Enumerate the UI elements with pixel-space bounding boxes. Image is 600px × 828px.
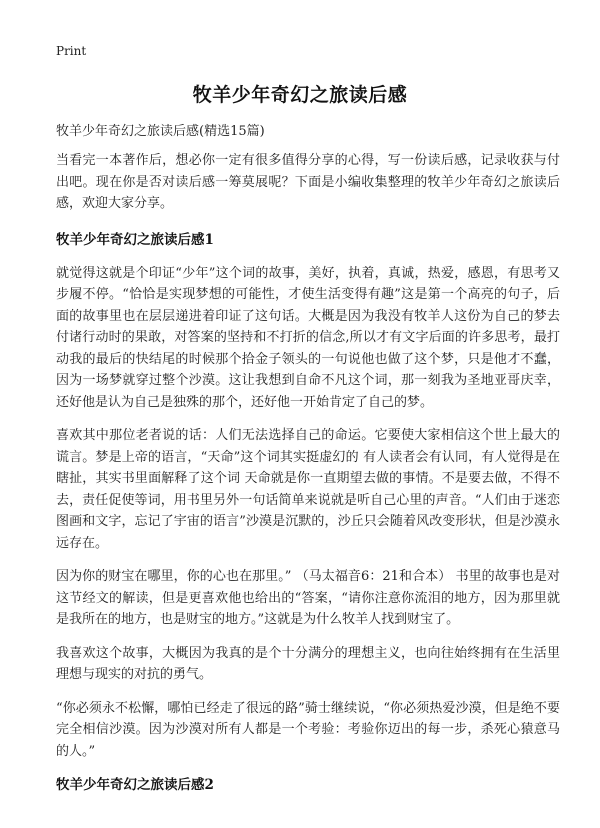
body-paragraph-3: 因为你的财宝在哪里，你的心也在那里。” （马太福音6：21和合本） 书里的故事也是对这节经文的解读，但是更喜欢他也给出的“答案，“请你注意你流泪的地方，因为那里就是我所在的地方，也是财宝的地方。”这就是为什么牧羊人找到财宝了。 bbox=[56, 569, 560, 627]
body-paragraph-1: 就觉得这就是个印证“少年”这个词的故事，美好，执着，真诚，热爱，感恩，有思考又步履不停。“恰恰是实现梦想的可能性，才使生活变得有趣”这是第一个高亮的句子，后面的故事里也在层层递进着印证了这句话。大概是因为我没有牧羊人这份为自己的梦去付诸行动时的果敢，对答案的坚持和不打折的信念,所以才有文字后面的许多思考，最打动我的最后的快结尾的时候那个拾金子领头的一句说他也做了这个梦，只是他才不蠢，因为一场梦就穿过整个沙漠。这让我想到自命不凡这个词，那一刻我为圣地亚哥庆幸，还好他是认为自己是独殊的那个，还好他一开始肯定了自己的梦。 bbox=[56, 265, 560, 410]
section-heading-1: 牧羊少年奇幻之旅读后感1 bbox=[56, 231, 214, 248]
page-title: 牧羊少年奇幻之旅读后感 bbox=[192, 84, 408, 106]
section-heading-2: 牧羊少年奇幻之旅读后感2 bbox=[56, 777, 214, 793]
body-paragraph-2: 喜欢其中那位老者说的话：人们无法选择自己的命运。它要使大家相信这个世上最大的谎言。梦是上帝的语言，“天命”这个词其实挺虚幻的 有人读者会有认同，有人觉得是在瞎扯，其实书里面解释了这个词 天命就是你一直期望去做的事情。不是要去做，不得不去，责任促使等词，用书里另外一句话简单来说就是听自己心里的声音。“人们由于迷恋图画和文字，忘记了宇宙的语言”沙漠是沉默的，沙丘只会随着风改变形状，但是沙漠永远存在。 bbox=[56, 428, 560, 551]
article-body bbox=[56, 150, 560, 808]
print-link[interactable]: Print bbox=[56, 44, 87, 58]
body-paragraph-4: 我喜欢这个故事，大概因为我真的是个十分满分的理想主义，也向往始终拥有在生活里理想与现实的对抗的勇气。 bbox=[56, 645, 560, 682]
body-paragraph-5: “你必须永不松懈，哪怕已经走了很远的路”骑士继续说，“你必须热爱沙漠，但是绝不要完全相信沙漠。因为沙漠对所有人都是一个考验：考验你迈出的每一步，杀死心猿意马的人。” bbox=[56, 700, 560, 759]
document-subtitle: 牧羊少年奇幻之旅读后感(精选15篇) bbox=[56, 124, 265, 139]
intro-paragraph: 当看完一本著作后，想必你一定有很多值得分享的心得，写一份读后感，记录收获与付出吧。现在你是否对读后感一筹莫展呢？下面是小编收集整理的牧羊少年奇幻之旅读后感，欢迎大家分享。 bbox=[56, 153, 560, 211]
